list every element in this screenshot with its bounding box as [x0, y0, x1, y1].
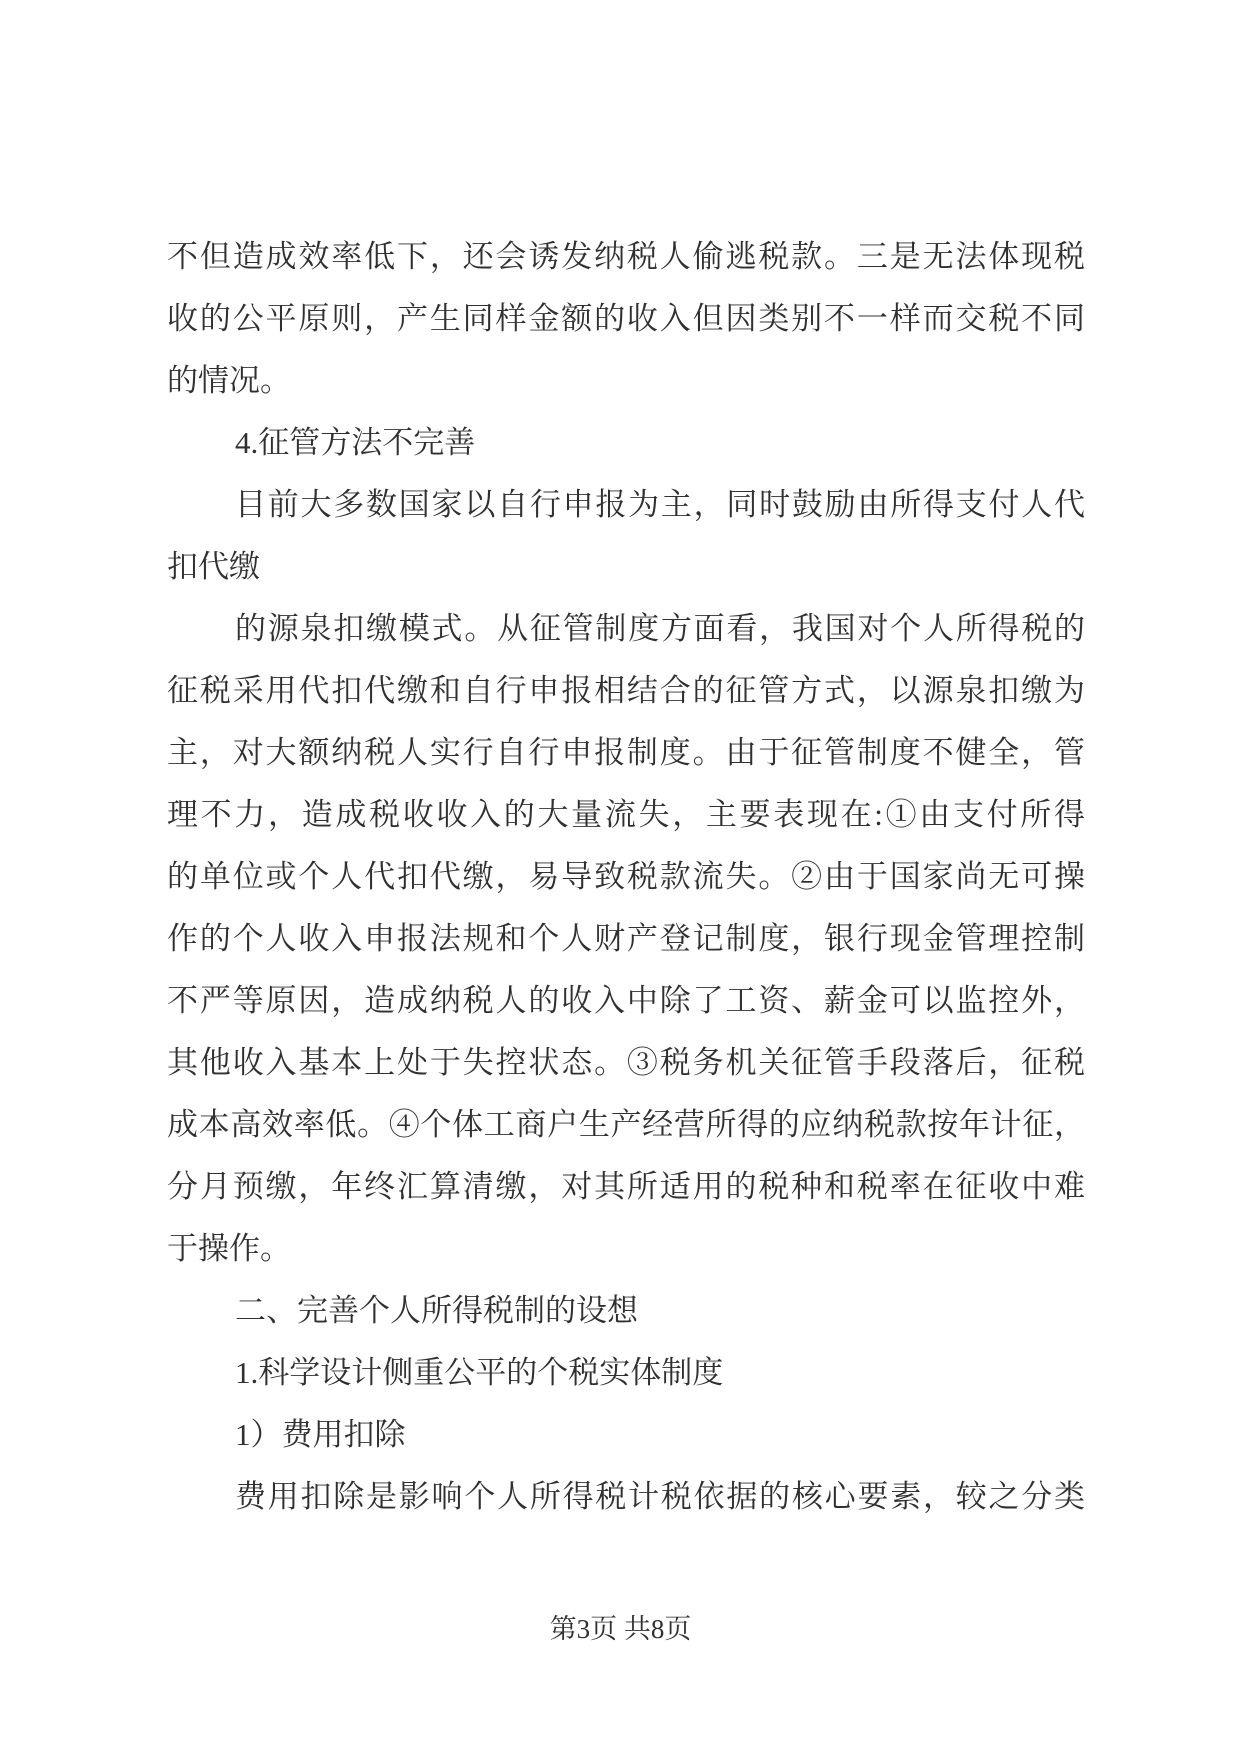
text-line: 的源泉扣缴模式。从征管制度方面看，我国对个人所得税的 — [235, 611, 1085, 646]
heading-line: 1）费用扣除 — [235, 1417, 406, 1452]
text-line: 不严等原因，造成纳税人的收入中除了工资、薪金可以监控外， — [167, 983, 1085, 1018]
text-line: 的单位或个人代扣代缴，易导致税款流失。②由于国家尚无可操 — [167, 859, 1085, 894]
heading-line: 二、完善个人所得税制的设想 — [235, 1293, 638, 1328]
text-line: 的情况。 — [167, 363, 291, 398]
text-line: 成本高效率低。④个体工商户生产经营所得的应纳税款按年计征， — [167, 1107, 1085, 1142]
text-line: 其他收入基本上处于失控状态。③税务机关征管手段落后，征税 — [167, 1045, 1085, 1080]
heading-line: 4.征管方法不完善 — [235, 425, 476, 460]
text-line: 征税采用代扣代缴和自行申报相结合的征管方式，以源泉扣缴为 — [167, 673, 1085, 708]
text-line: 费用扣除是影响个人所得税计税依据的核心要素，较之分类 — [235, 1479, 1085, 1514]
text-line: 作的个人收入申报法规和个人财产登记制度，银行现金管理控制 — [167, 921, 1085, 956]
text-line: 目前大多数国家以自行申报为主，同时鼓励由所得支付人代 — [235, 487, 1085, 522]
text-line: 扣代缴 — [167, 549, 260, 584]
text-line: 收的公平原则，产生同样金额的收入但因类别不一样而交税不同 — [167, 301, 1085, 336]
text-line: 主，对大额纳税人实行自行申报制度。由于征管制度不健全，管 — [167, 735, 1085, 770]
text-line: 分月预缴，年终汇算清缴，对其所适用的税种和税率在征收中难 — [167, 1169, 1085, 1204]
text-line: 理不力，造成税收收入的大量流失，主要表现在:①由支付所得 — [167, 797, 1085, 832]
document-body — [167, 226, 1085, 1528]
text-line: 于操作。 — [167, 1231, 291, 1266]
text-line: 不但造成效率低下，还会诱发纳税人偷逃税款。三是无法体现税 — [167, 239, 1085, 274]
heading-line: 1.科学设计侧重公平的个税实体制度 — [235, 1355, 724, 1390]
page-footer: 第3页 共8页 — [549, 1614, 692, 1644]
